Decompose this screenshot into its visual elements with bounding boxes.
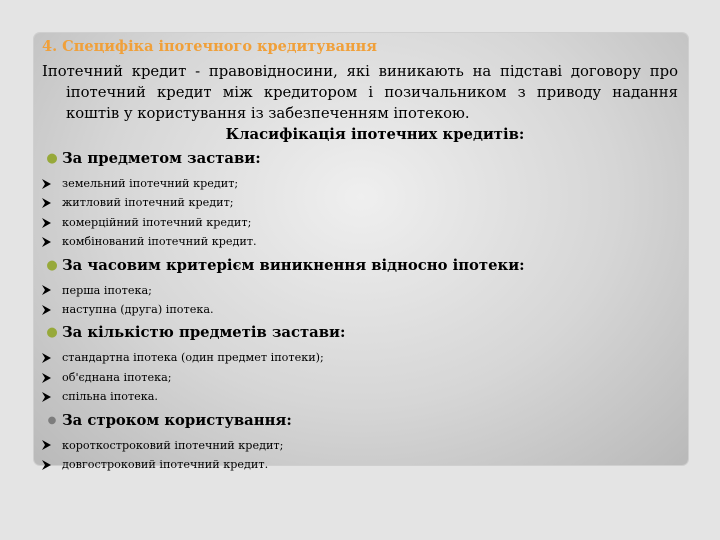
list-item xyxy=(42,232,678,251)
category-items xyxy=(42,348,678,406)
arrowhead-icon xyxy=(42,285,62,295)
arrowhead-icon xyxy=(42,353,62,363)
list-item xyxy=(42,300,678,319)
arrowhead-icon xyxy=(42,460,62,470)
list-item-text: наступна (друга) іпотека. xyxy=(62,303,214,317)
list-item-text: комбінований іпотечний кредит. xyxy=(62,235,257,249)
list-item-text: довгостроковий іпотечний кредит. xyxy=(62,458,269,472)
list-item xyxy=(42,455,678,474)
list-item-text: короткостроковий іпотечний кредит; xyxy=(62,438,284,452)
list-item-text: комерційний іпотечний кредит; xyxy=(62,215,252,229)
arrowhead-icon xyxy=(42,392,62,402)
list-item xyxy=(42,348,678,367)
arrowhead-icon xyxy=(42,218,62,228)
list-item-text: житловий іпотечний кредит; xyxy=(62,196,234,210)
list-item xyxy=(42,174,678,193)
intro-paragraph: Іпотечний кредит - правовідносини, які виникають на підставі договору про іпотечний кредит між кредитором і позичальником з приводу надання коштів у користування із забезпеченням іпотекою. xyxy=(42,63,678,122)
arrowhead-icon xyxy=(42,373,62,383)
list-item-text: об'єднана іпотека; xyxy=(62,370,172,384)
list-item-text: спільна іпотека. xyxy=(62,390,158,404)
list-item-text: стандартна іпотека (один предмет іпотеки); xyxy=(62,351,324,365)
list-item xyxy=(42,368,678,387)
category-items xyxy=(42,436,678,475)
arrowhead-icon xyxy=(42,198,62,208)
arrowhead-icon xyxy=(42,440,62,450)
list-item-text: перша іпотека; xyxy=(62,283,152,297)
category-heading xyxy=(42,410,678,432)
list-item xyxy=(42,436,678,455)
category-heading xyxy=(42,322,678,344)
bullet-dot-icon: ● xyxy=(47,414,57,426)
slide-content xyxy=(42,37,678,476)
bullet-circle-icon: ● xyxy=(46,325,58,341)
bullet-circle-icon: ● xyxy=(46,151,58,166)
list-item-text: земельний іпотечний кредит; xyxy=(62,177,239,190)
category-heading xyxy=(42,255,678,277)
arrowhead-icon xyxy=(42,305,62,315)
category-heading-text: За предметом застави: xyxy=(62,150,261,167)
category-items xyxy=(42,281,678,320)
category-heading-text: За кількістю предметів застави: xyxy=(62,324,346,342)
category-heading-text: За строком користування: xyxy=(62,411,292,429)
list-item xyxy=(42,387,678,406)
category-heading xyxy=(42,148,678,170)
category-items xyxy=(42,174,678,252)
bullet-circle-icon: ● xyxy=(46,257,58,273)
slide-title: 4. Специфіка іпотечного кредитування xyxy=(42,38,377,55)
arrowhead-icon xyxy=(42,237,62,247)
list-item xyxy=(42,193,678,212)
list-item xyxy=(42,281,678,300)
classification-heading: Класифікація іпотечних кредитів: xyxy=(225,126,525,143)
list-item xyxy=(42,213,678,232)
arrowhead-icon xyxy=(42,179,62,189)
category-heading-text: За часовим критерієм виникнення відносно іпотеки: xyxy=(62,256,525,274)
